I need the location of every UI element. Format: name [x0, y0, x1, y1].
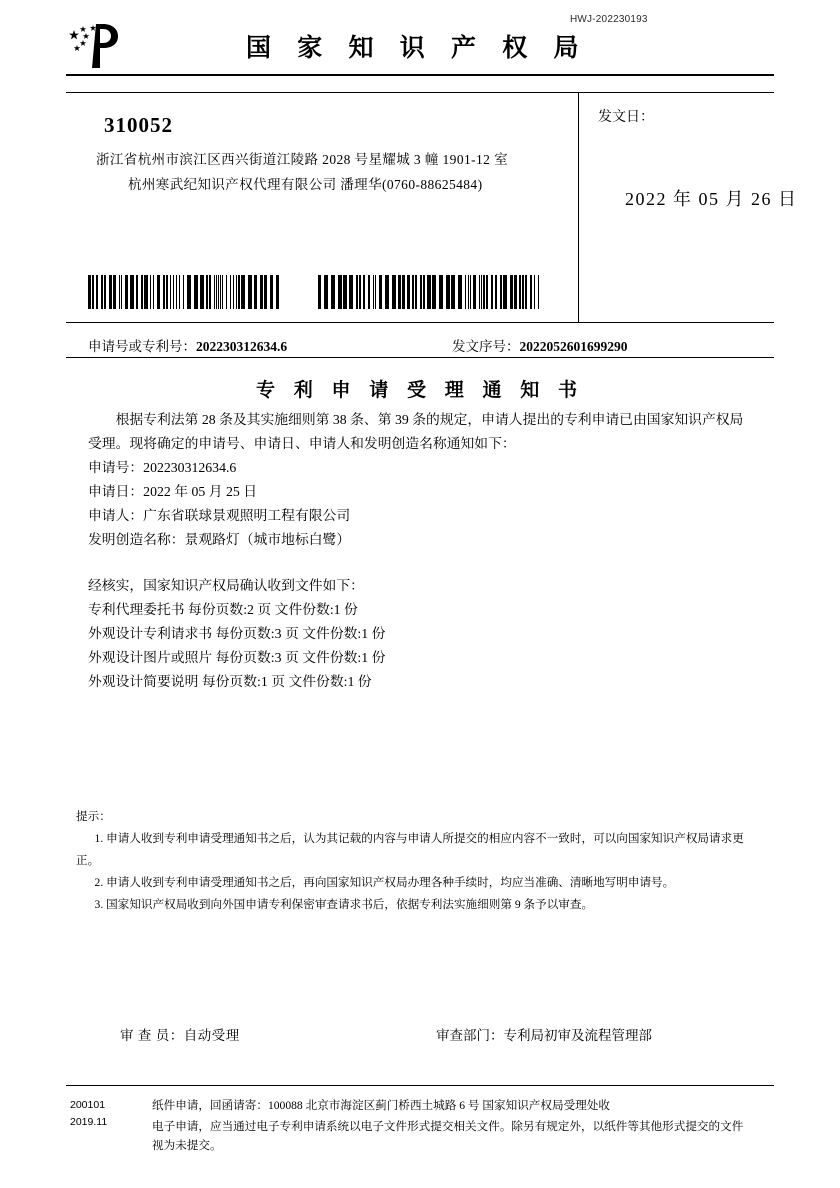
document-reference-id: HWJ-202230193: [570, 14, 648, 25]
notice-title: 专 利 申 请 受 理 通 知 书: [255, 380, 584, 401]
issue-date-label: 发文日：: [598, 110, 654, 125]
footer-note-electronic: 电子申请，应当通过电子专利申请系统以电子文件形式提交相关文件。除另有规定外，以纸件等其他形式提交的文件视为未提交。: [152, 1120, 744, 1152]
department-label: 审查部门：: [436, 1028, 504, 1043]
footer-note-paper: 纸件申请，回函请寄：100088 北京市海淀区蓟门桥西土城路 6 号 国家知识产权局受理处收: [152, 1099, 610, 1112]
examiner-field: [120, 1024, 240, 1044]
notice-body: [88, 408, 752, 694]
body-paragraph-1: 根据专利法第 28 条及其实施细则第 38 条、第 39 条的规定，申请人提出的专利申请已由国家知识产权局受理。现将确定的申请号、申请日、申请人和发明创造名称通知如下：: [88, 412, 744, 451]
tip-item-2: 2. 申请人收到专利申请受理通知书之后，再向国家知识产权局办理各种手续时，均应当准确、清晰地写明申请号。: [94, 876, 675, 889]
recipient-address-line-1: 浙江省杭州市滨江区西兴街道江陵路 2028 号星耀城 3 幢 1901-12 室: [96, 152, 508, 167]
footer-top-border: [66, 1085, 774, 1086]
issue-date-value: 2022 年 05 月 26 日: [625, 189, 798, 209]
recipient-address-line-2: 杭州寒武纪知识产权代理有限公司 潘理华(0760-88625484): [128, 177, 483, 192]
tip-item-3: 3. 国家知识产权局收到向外国申请专利保密审查请求书后，依据专利法实施细则第 9 条予以审查。: [94, 898, 594, 911]
date-cell-left-border: [578, 92, 579, 322]
application-number-value: 202230312634.6: [196, 339, 288, 354]
examiner-label: 审 查 员：: [120, 1028, 184, 1043]
tips-label: 提示：: [76, 810, 111, 823]
footer-code-1: 200101: [70, 1099, 106, 1111]
documents-received-intro: 经核实，国家知识产权局确认收到文件如下：: [88, 578, 364, 593]
tips-section: [76, 806, 752, 916]
department-field: [436, 1024, 652, 1044]
field-application-date: 申请日：2022 年 05 月 25 日: [88, 484, 258, 499]
examiner-value: 自动受理: [183, 1028, 240, 1043]
serial-number-label: 发文序号：: [452, 339, 520, 354]
application-number-row: [88, 335, 287, 355]
tip-item-1: 1. 申请人收到专利申请受理通知书之后，认为其记载的内容与申请人所提交的相应内容不一致时，可以向国家知识产权局请求更正。: [76, 832, 744, 867]
application-number-barcode: [88, 275, 284, 309]
footer-notes: [152, 1096, 752, 1155]
postcode: 310052: [104, 113, 173, 137]
serial-number-barcode: [318, 275, 540, 309]
issuing-authority-title: 国 家 知 识 产 权 局: [246, 35, 589, 62]
field-invention-title: 发明创造名称：景观路灯（城市地标白鹭）: [88, 532, 351, 547]
document-item-design-brief: 外观设计简要说明 每份页数:1 页 文件份数:1 份: [88, 674, 372, 689]
field-application-number: 申请号：202230312634.6: [88, 460, 237, 475]
document-header: [66, 22, 774, 72]
document-item-design-request: 外观设计专利请求书 每份页数:3 页 文件份数:1 份: [88, 626, 386, 641]
department-value: 专利局初审及流程管理部: [503, 1028, 652, 1043]
address-block-bottom-border: [66, 322, 774, 323]
serial-number-value: 2022052601699290: [519, 339, 628, 354]
document-item-power-of-attorney: 专利代理委托书 每份页数:2 页 文件份数:1 份: [88, 602, 358, 617]
document-item-design-drawings: 外观设计图片或照片 每份页数:3 页 文件份数:1 份: [88, 650, 386, 665]
header-divider: [66, 74, 774, 76]
national-emblem-logo: [66, 22, 128, 70]
serial-number-row: [452, 335, 628, 355]
footer-form-codes: [70, 1097, 107, 1131]
application-number-label: 申请号或专利号：: [88, 339, 196, 354]
footer-code-2: 2019.11: [70, 1116, 108, 1128]
numbers-row-bottom-border: [66, 357, 774, 358]
field-applicant: 申请人：广东省联球景观照明工程有限公司: [88, 508, 351, 523]
header-divider-secondary: [66, 92, 774, 93]
